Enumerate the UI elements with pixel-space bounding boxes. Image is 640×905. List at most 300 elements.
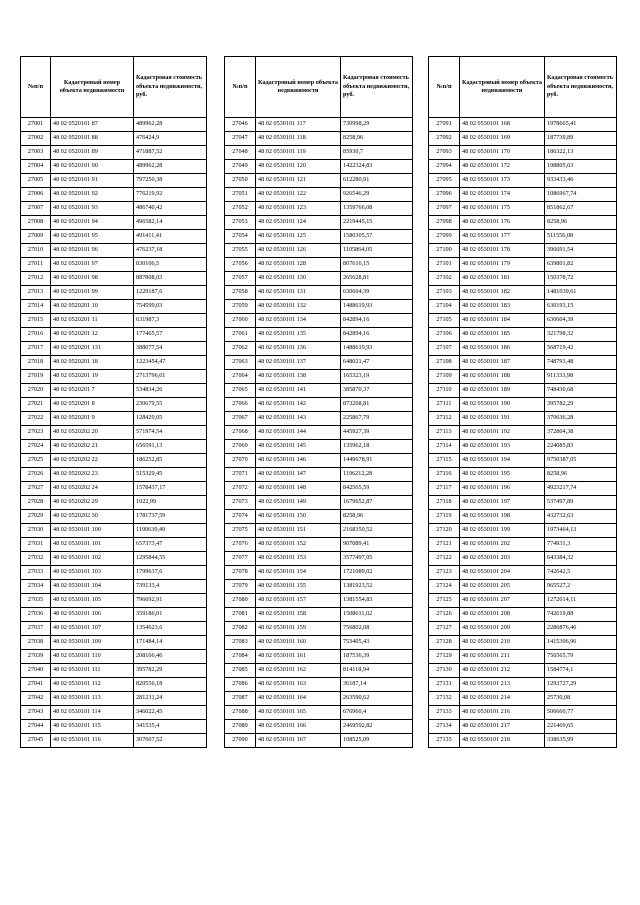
- table-row: [225, 566, 413, 580]
- cell-cadastral-number: 48 02 0530101 176: [460, 216, 545, 230]
- table-row: [21, 160, 207, 174]
- cell-cadastral-value: 1721089,02: [341, 566, 413, 580]
- cell-row-number: 27115: [429, 454, 460, 468]
- cell-cadastral-number: 48 02 0530101 128: [256, 258, 341, 272]
- table-row: [225, 174, 413, 188]
- cell-cadastral-number: 48 02 0520101 91: [51, 174, 134, 188]
- cell-cadastral-number: 48 02 0520202 21: [51, 440, 134, 454]
- table-row: [225, 412, 413, 426]
- cell-cadastral-value: 476424,9: [134, 132, 207, 146]
- table-row: [429, 426, 617, 440]
- cell-row-number: 27002: [21, 132, 51, 146]
- cell-cadastral-value: 1799637,6: [134, 566, 207, 580]
- cell-cadastral-number: 48 02 0530101 178: [460, 244, 545, 258]
- header-num: №п/п: [225, 57, 256, 118]
- table-row: [225, 720, 413, 734]
- cell-cadastral-value: 486740,42: [134, 202, 207, 216]
- cell-cadastral-number: 48 02 0530101 192: [460, 426, 545, 440]
- cell-cadastral-number: 48 02 0530101 113: [51, 692, 134, 706]
- cell-cadastral-value: 1978665,41: [545, 118, 617, 132]
- table-body: [429, 118, 617, 748]
- cell-row-number: 27116: [429, 468, 460, 482]
- cell-row-number: 27102: [429, 272, 460, 286]
- cell-row-number: 27040: [21, 664, 51, 678]
- cell-row-number: 27070: [225, 454, 256, 468]
- cell-cadastral-number: 48 02 0530101 151: [256, 524, 341, 538]
- cell-row-number: 27127: [429, 622, 460, 636]
- cell-cadastral-value: 186252,85: [134, 454, 207, 468]
- table-row: [225, 314, 413, 328]
- cell-row-number: 27087: [225, 692, 256, 706]
- cell-row-number: 27077: [225, 552, 256, 566]
- cell-cadastral-number: 48 02 0530101 184: [460, 314, 545, 328]
- cell-cadastral-value: 1196212,28: [341, 468, 413, 482]
- cell-row-number: 27042: [21, 692, 51, 706]
- cell-cadastral-number: 48 02 0530101 165: [256, 706, 341, 720]
- cell-row-number: 27031: [21, 538, 51, 552]
- cell-cadastral-value: 128429,05: [134, 412, 207, 426]
- cell-cadastral-number: 48 02 0520202 29: [51, 496, 134, 510]
- cell-row-number: 27130: [429, 664, 460, 678]
- table-row: [225, 594, 413, 608]
- cell-cadastral-value: 842894,16: [341, 328, 413, 342]
- table-row: [21, 608, 207, 622]
- cell-cadastral-number: 48 02 0530101 134: [256, 314, 341, 328]
- cell-row-number: 27006: [21, 188, 51, 202]
- cell-cadastral-number: 48 02 0530101 199: [460, 524, 545, 538]
- cell-row-number: 27047: [225, 132, 256, 146]
- cell-row-number: 27103: [429, 286, 460, 300]
- cell-cadastral-value: 1295844,55: [134, 552, 207, 566]
- cell-cadastral-value: 1488619,93: [341, 300, 413, 314]
- cell-cadastral-number: 48 02 0530101 144: [256, 426, 341, 440]
- table-row: [429, 552, 617, 566]
- cell-cadastral-value: 395782,29: [134, 664, 207, 678]
- cell-cadastral-value: 3577497,05: [341, 552, 413, 566]
- cell-row-number: 27078: [225, 566, 256, 580]
- cadastral-table-2: [224, 56, 413, 748]
- cell-row-number: 27021: [21, 398, 51, 412]
- table-row: [225, 146, 413, 160]
- cell-cadastral-value: 221469,65: [545, 720, 617, 734]
- cell-cadastral-number: 48 02 0520201 7: [51, 384, 134, 398]
- cell-cadastral-number: 48 02 0530101 198: [460, 510, 545, 524]
- cell-row-number: 27060: [225, 314, 256, 328]
- cell-row-number: 27052: [225, 202, 256, 216]
- cell-row-number: 27125: [429, 594, 460, 608]
- cell-cadastral-value: 1022,99: [134, 496, 207, 510]
- cell-cadastral-number: 48 02 0530101 182: [460, 286, 545, 300]
- cell-cadastral-number: 48 02 0530101 153: [256, 552, 341, 566]
- cell-row-number: 27076: [225, 538, 256, 552]
- table-row: [429, 622, 617, 636]
- cell-row-number: 27128: [429, 636, 460, 650]
- cell-row-number: 27091: [429, 118, 460, 132]
- cell-row-number: 27093: [429, 146, 460, 160]
- cell-row-number: 27072: [225, 482, 256, 496]
- cell-cadastral-number: 48 02 0530101 159: [256, 622, 341, 636]
- cell-cadastral-value: 36187,14: [341, 678, 413, 692]
- cell-row-number: 27054: [225, 230, 256, 244]
- cell-cadastral-value: 187536,39: [341, 650, 413, 664]
- cell-cadastral-number: 48 02 0530101 109: [51, 636, 134, 650]
- cell-cadastral-value: 1381923,52: [341, 580, 413, 594]
- table-row: [21, 258, 207, 272]
- cell-row-number: 27057: [225, 272, 256, 286]
- cell-cadastral-value: 25730,08: [545, 692, 617, 706]
- cell-row-number: 27038: [21, 636, 51, 650]
- cell-row-number: 27034: [21, 580, 51, 594]
- cell-cadastral-number: 48 02 0530101 194: [460, 454, 545, 468]
- cell-cadastral-number: 48 02 0530101 137: [256, 356, 341, 370]
- cell-row-number: 27019: [21, 370, 51, 384]
- table-row: [21, 664, 207, 678]
- table-row: [225, 608, 413, 622]
- cell-cadastral-number: 48 02 0530101 126: [256, 244, 341, 258]
- cell-cadastral-value: 1381554,83: [341, 594, 413, 608]
- cell-cadastral-value: 873268,81: [341, 398, 413, 412]
- cell-row-number: 27016: [21, 328, 51, 342]
- cell-cadastral-number: 48 02 0530101 170: [460, 146, 545, 160]
- cell-cadastral-value: 631987,3: [134, 314, 207, 328]
- table-row: [21, 314, 207, 328]
- cell-cadastral-value: 907089,41: [341, 538, 413, 552]
- cell-cadastral-number: 48 02 0520202 23: [51, 468, 134, 482]
- cell-cadastral-value: 748430,68: [545, 384, 617, 398]
- cell-row-number: 27022: [21, 412, 51, 426]
- cell-row-number: 27008: [21, 216, 51, 230]
- cell-row-number: 27023: [21, 426, 51, 440]
- cell-cadastral-value: 85930,7: [341, 146, 413, 160]
- cell-row-number: 27129: [429, 650, 460, 664]
- cell-cadastral-value: 396691,54: [545, 244, 617, 258]
- cell-cadastral-value: 506660,77: [545, 706, 617, 720]
- cell-row-number: 27124: [429, 580, 460, 594]
- cell-row-number: 27088: [225, 706, 256, 720]
- cell-row-number: 27081: [225, 608, 256, 622]
- cell-row-number: 27079: [225, 580, 256, 594]
- table-row: [429, 454, 617, 468]
- cell-cadastral-value: 165323,19: [341, 370, 413, 384]
- cell-cadastral-value: 230679,55: [134, 398, 207, 412]
- cell-cadastral-value: 1223454,47: [134, 356, 207, 370]
- cell-cadastral-number: 48 02 0530101 106: [51, 608, 134, 622]
- cell-cadastral-value: 1584774,1: [545, 664, 617, 678]
- cell-row-number: 27010: [21, 244, 51, 258]
- table-row: [429, 440, 617, 454]
- cell-cadastral-number: 48 02 0530101 154: [256, 566, 341, 580]
- table-row: [21, 496, 207, 510]
- cell-cadastral-value: 1190630,49: [134, 524, 207, 538]
- cell-cadastral-value: 1359766,08: [341, 202, 413, 216]
- cell-cadastral-value: 372804,38: [545, 426, 617, 440]
- cell-cadastral-value: 1422324,83: [341, 160, 413, 174]
- cell-cadastral-value: 796692,91: [134, 594, 207, 608]
- cell-cadastral-number: 48 02 0530101 175: [460, 202, 545, 216]
- cell-row-number: 27049: [225, 160, 256, 174]
- cell-row-number: 27135: [429, 734, 460, 748]
- cell-cadastral-value: 511556,08: [545, 230, 617, 244]
- table-row: [21, 244, 207, 258]
- cell-row-number: 27004: [21, 160, 51, 174]
- cell-row-number: 27035: [21, 594, 51, 608]
- cell-cadastral-number: 48 02 0520101 92: [51, 188, 134, 202]
- cell-cadastral-number: 48 02 0520202 24: [51, 482, 134, 496]
- cell-row-number: 27083: [225, 636, 256, 650]
- cell-row-number: 27126: [429, 608, 460, 622]
- cell-cadastral-value: 1293727,29: [545, 678, 617, 692]
- cell-cadastral-number: 48 02 0530101 112: [51, 678, 134, 692]
- table-row: [225, 454, 413, 468]
- table-row: [21, 188, 207, 202]
- cell-cadastral-number: 48 02 0530101 187: [460, 356, 545, 370]
- table-row: [225, 650, 413, 664]
- cell-cadastral-number: 48 02 0530101 166: [256, 720, 341, 734]
- cell-cadastral-number: 48 02 0530101 114: [51, 706, 134, 720]
- table-row: [21, 552, 207, 566]
- table-row: [225, 188, 413, 202]
- cell-cadastral-value: 471887,52: [134, 146, 207, 160]
- cell-row-number: 27122: [429, 552, 460, 566]
- cell-cadastral-value: 748793,48: [545, 356, 617, 370]
- cell-cadastral-value: 630604,39: [545, 314, 617, 328]
- cell-cadastral-number: 48 02 0530101 197: [460, 496, 545, 510]
- table-row: [429, 412, 617, 426]
- cell-cadastral-number: 48 02 0530101 117: [256, 118, 341, 132]
- table-row: [21, 720, 207, 734]
- cell-cadastral-number: 48 02 0530101 111: [51, 664, 134, 678]
- table-row: [225, 328, 413, 342]
- cell-cadastral-value: 476237,18: [134, 244, 207, 258]
- cell-cadastral-number: 48 02 0530101 160: [256, 636, 341, 650]
- cell-row-number: 27094: [429, 160, 460, 174]
- cell-row-number: 27114: [429, 440, 460, 454]
- cell-row-number: 27106: [429, 328, 460, 342]
- table-row: [429, 398, 617, 412]
- cell-row-number: 27014: [21, 300, 51, 314]
- cell-cadastral-number: 48 02 0520201 9: [51, 412, 134, 426]
- cell-cadastral-number: 48 02 0530101 124: [256, 216, 341, 230]
- cell-cadastral-value: 1973464,13: [545, 524, 617, 538]
- cell-row-number: 27133: [429, 706, 460, 720]
- cell-cadastral-value: 8258,96: [545, 216, 617, 230]
- table-row: [429, 734, 617, 748]
- table-header: [21, 57, 207, 118]
- cell-cadastral-number: 48 02 0520201 18: [51, 356, 134, 370]
- table-row: [21, 622, 207, 636]
- table-row: [225, 678, 413, 692]
- cell-cadastral-value: 8258,96: [341, 510, 413, 524]
- cell-cadastral-number: 48 02 0530101 174: [460, 188, 545, 202]
- table-row: [225, 580, 413, 594]
- cell-cadastral-number: 48 02 0530101 107: [51, 622, 134, 636]
- cell-row-number: 27099: [429, 230, 460, 244]
- cell-row-number: 27105: [429, 314, 460, 328]
- cell-cadastral-number: 48 02 0520101 95: [51, 230, 134, 244]
- cell-row-number: 27097: [429, 202, 460, 216]
- table-row: [225, 300, 413, 314]
- table-body: [21, 118, 207, 748]
- cell-row-number: 27005: [21, 174, 51, 188]
- table-row: [429, 720, 617, 734]
- cell-cadastral-number: 48 02 0530101 152: [256, 538, 341, 552]
- cell-row-number: 27017: [21, 342, 51, 356]
- cell-cadastral-number: 48 02 0520101 98: [51, 272, 134, 286]
- cell-cadastral-value: 807616,15: [341, 258, 413, 272]
- cell-cadastral-value: 612280,91: [341, 174, 413, 188]
- table-row: [429, 468, 617, 482]
- cell-cadastral-number: 48 02 0520201 8: [51, 398, 134, 412]
- table-row: [21, 132, 207, 146]
- table-row: [21, 524, 207, 538]
- cell-cadastral-value: 208166,46: [134, 650, 207, 664]
- cell-cadastral-value: 830106,5: [134, 258, 207, 272]
- cell-cadastral-number: 48 02 0530101 217: [460, 720, 545, 734]
- cell-cadastral-value: 965527,2: [545, 580, 617, 594]
- table-row: [429, 342, 617, 356]
- table-row: [429, 650, 617, 664]
- cell-cadastral-number: 48 02 0530101 121: [256, 174, 341, 188]
- cell-row-number: 27085: [225, 664, 256, 678]
- cell-cadastral-number: 48 02 0530101 196: [460, 482, 545, 496]
- cell-row-number: 27119: [429, 510, 460, 524]
- cell-cadastral-number: 48 02 0530101 173: [460, 174, 545, 188]
- cell-row-number: 27132: [429, 692, 460, 706]
- table-row: [225, 664, 413, 678]
- cell-cadastral-number: 48 02 0520201 131: [51, 342, 134, 356]
- cell-row-number: 27012: [21, 272, 51, 286]
- cell-cadastral-number: 48 02 0530101 162: [256, 664, 341, 678]
- table-row: [429, 188, 617, 202]
- cell-row-number: 27051: [225, 188, 256, 202]
- cell-row-number: 27101: [429, 258, 460, 272]
- cell-cadastral-number: 48 02 0530101 211: [460, 650, 545, 664]
- table-row: [225, 622, 413, 636]
- cell-cadastral-number: 48 02 0530101 163: [256, 678, 341, 692]
- cell-row-number: 27056: [225, 258, 256, 272]
- cell-row-number: 27036: [21, 608, 51, 622]
- cell-cadastral-number: 48 02 0520101 99: [51, 286, 134, 300]
- cell-cadastral-value: 776219,92: [134, 188, 207, 202]
- cell-row-number: 27024: [21, 440, 51, 454]
- table-row: [429, 594, 617, 608]
- cell-cadastral-value: 2286876,46: [545, 622, 617, 636]
- cell-cadastral-value: 496582,14: [134, 216, 207, 230]
- cell-cadastral-number: 48 02 0530101 104: [51, 580, 134, 594]
- cell-cadastral-number: 48 02 0530101 190: [460, 398, 545, 412]
- cell-row-number: 27120: [429, 524, 460, 538]
- header-num: №п/п: [21, 57, 51, 118]
- cell-cadastral-value: 1415396,96: [545, 636, 617, 650]
- cell-cadastral-number: 48 02 0530101 135: [256, 328, 341, 342]
- table-row: [429, 118, 617, 132]
- cell-cadastral-value: 265628,81: [341, 272, 413, 286]
- cell-cadastral-value: 657373,47: [134, 538, 207, 552]
- cell-cadastral-value: 730998,29: [341, 118, 413, 132]
- cell-row-number: 27118: [429, 496, 460, 510]
- cell-cadastral-number: 48 02 0530101 183: [460, 300, 545, 314]
- cell-cadastral-value: 571974,54: [134, 426, 207, 440]
- table-row: [225, 370, 413, 384]
- table-row: [21, 216, 207, 230]
- cell-row-number: 27075: [225, 524, 256, 538]
- cell-row-number: 27027: [21, 482, 51, 496]
- cell-row-number: 27059: [225, 300, 256, 314]
- cell-row-number: 27123: [429, 566, 460, 580]
- table-row: [21, 426, 207, 440]
- cell-row-number: 27086: [225, 678, 256, 692]
- table-row: [225, 384, 413, 398]
- cell-cadastral-value: 842894,16: [341, 314, 413, 328]
- table-row: [429, 524, 617, 538]
- cell-cadastral-number: 48 02 0520201 11: [51, 314, 134, 328]
- header-cadastral-value: Кадастровая стоимость объекта недвижимости, руб.: [134, 57, 207, 118]
- table-row: [429, 132, 617, 146]
- cell-cadastral-number: 48 02 0530101 103: [51, 566, 134, 580]
- table-body: [225, 118, 413, 748]
- cell-cadastral-value: 1354623,6: [134, 622, 207, 636]
- cell-cadastral-value: 8258,96: [545, 468, 617, 482]
- cell-row-number: 27100: [429, 244, 460, 258]
- cell-cadastral-number: 48 02 0530101 122: [256, 188, 341, 202]
- cell-row-number: 27061: [225, 328, 256, 342]
- cell-row-number: 27066: [225, 398, 256, 412]
- cell-cadastral-value: 2469592,82: [341, 720, 413, 734]
- cell-row-number: 27025: [21, 454, 51, 468]
- cell-cadastral-number: 48 02 0520101 97: [51, 258, 134, 272]
- cell-row-number: 27001: [21, 118, 51, 132]
- table-row: [225, 342, 413, 356]
- cell-row-number: 27068: [225, 426, 256, 440]
- table-row: [21, 230, 207, 244]
- cell-cadastral-number: 48 02 0530101 218: [460, 734, 545, 748]
- table-row: [429, 678, 617, 692]
- table-row: [225, 524, 413, 538]
- table-row: [429, 160, 617, 174]
- table-row: [225, 440, 413, 454]
- cell-cadastral-number: 48 02 0530101 188: [460, 370, 545, 384]
- cell-cadastral-number: 48 02 0530101 119: [256, 146, 341, 160]
- cell-cadastral-value: 186322,13: [545, 146, 617, 160]
- cell-row-number: 27121: [429, 538, 460, 552]
- cell-cadastral-number: 48 02 0520101 89: [51, 146, 134, 160]
- cell-cadastral-value: 820556,18: [134, 678, 207, 692]
- cell-cadastral-value: 224085,83: [545, 440, 617, 454]
- table-row: [225, 202, 413, 216]
- table-row: [429, 244, 617, 258]
- table-row: [225, 510, 413, 524]
- cell-cadastral-value: 2713796,01: [134, 370, 207, 384]
- cell-row-number: 27092: [429, 132, 460, 146]
- cell-cadastral-number: 48 02 0530101 177: [460, 230, 545, 244]
- table-row: [21, 146, 207, 160]
- cell-cadastral-number: 48 02 0530101 189: [460, 384, 545, 398]
- cell-cadastral-value: 630193,15: [545, 300, 617, 314]
- cell-cadastral-value: 395782,29: [545, 398, 617, 412]
- cell-cadastral-value: 1272014,11: [545, 594, 617, 608]
- cell-row-number: 27089: [225, 720, 256, 734]
- cell-cadastral-value: 338635,99: [545, 734, 617, 748]
- cell-cadastral-number: 48 02 0530101 142: [256, 398, 341, 412]
- cell-cadastral-number: 48 02 0530101 209: [460, 622, 545, 636]
- table-row: [225, 692, 413, 706]
- cell-cadastral-number: 48 02 0520201 19: [51, 370, 134, 384]
- cell-cadastral-value: 9750387,05: [545, 454, 617, 468]
- table-row: [21, 594, 207, 608]
- cell-row-number: 27073: [225, 496, 256, 510]
- table-row: [225, 426, 413, 440]
- cell-cadastral-value: 1508611,02: [341, 608, 413, 622]
